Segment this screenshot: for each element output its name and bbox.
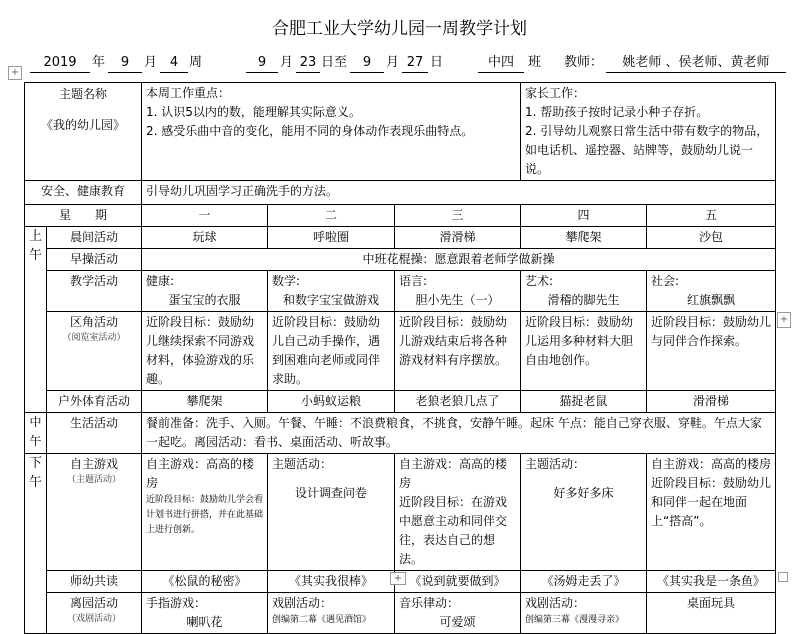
leave-title: 音乐律动： [399,596,460,610]
weekday-thu: 四 [521,205,647,227]
theme-name[interactable]: 《我的幼儿园》 [41,118,126,132]
safety-content[interactable]: 引导幼儿巩固学习正确洗手的方法。 [142,181,776,205]
year-label: 年 [92,55,106,70]
end-month-label: 月 [386,55,400,70]
theme-row [25,83,776,181]
morning-activity-cell[interactable]: 滑滑梯 [395,227,521,249]
teaching-cell[interactable] [142,271,268,312]
area-label: 区角活动 [70,315,119,329]
class-name-value[interactable]: 中四 [478,54,524,73]
add-row-button[interactable]: + [390,572,406,585]
end-day-value[interactable]: 27 [402,54,428,73]
weekday-fri: 五 [647,205,776,227]
free-play-cell[interactable] [268,454,395,571]
parent-work-item: 1. 帮助孩子按时记录小种子存折。 [525,105,709,119]
weekday-mon: 一 [142,205,268,227]
life-row [25,413,776,454]
plan-header [0,52,799,76]
free-play-sublabel: （主题活动） [67,475,122,485]
teaching-topic: 蛋宝宝的衣服 [168,293,241,307]
shared-reading-cell[interactable]: 《其实我是一条鱼》 [647,571,776,593]
safety-row [25,181,776,205]
teaching-subject: 健康: [146,274,175,288]
theme-cell [25,83,142,181]
shared-reading-label: 师幼共读 [47,571,142,593]
free-play-title: 主题活动： [525,457,586,471]
free-play-cell[interactable] [647,454,776,571]
table-resize-handle[interactable] [778,572,788,582]
leave-cell[interactable] [142,593,268,634]
outdoor-cell[interactable]: 老狼老狼几点了 [395,391,521,413]
weekday-header-row [25,205,776,227]
add-column-button[interactable]: + [777,312,791,328]
leave-cell[interactable] [521,593,647,634]
area-row [25,312,776,391]
leave-sublabel: （戏剧活动） [67,614,122,624]
week-value[interactable]: 4 [160,54,188,73]
leave-label-cell [47,593,142,634]
work-focus-title: 本周工作重点： [146,86,231,100]
outdoor-cell[interactable]: 攀爬架 [142,391,268,413]
year-value[interactable]: 2019 [30,54,90,73]
morning-activity-cell[interactable]: 攀爬架 [521,227,647,249]
teaching-topic: 和数字宝宝做游戏 [283,293,380,307]
teaching-row [25,271,776,312]
teachers-value[interactable]: 姚老师 、侯老师、黄老师 [606,54,786,73]
shared-reading-cell[interactable]: 《松鼠的秘密》 [142,571,268,593]
outdoor-cell[interactable]: 滑滑梯 [647,391,776,413]
outdoor-cell[interactable]: 猫捉老鼠 [521,391,647,413]
page-title: 合肥工业大学幼儿园一周教学计划 [272,19,527,39]
end-day-label: 日 [430,55,444,70]
free-play-title: 主题活动： [272,457,333,471]
morning-activity-row [25,227,776,249]
work-focus-item: 2. 感受乐曲中音的变化，能用不同的身体动作表现乐曲特点。 [146,124,474,138]
free-play-title: 自主游戏：高高的楼房 [651,457,772,471]
free-play-body: 设计调查问卷 [295,486,368,500]
end-month-value[interactable]: 9 [350,54,384,73]
weekday-header-label: 星 期 [25,205,142,227]
free-play-body: 近阶段目标：鼓励幼儿和同伴一起在地面上“搭高”。 [651,476,772,528]
month-value[interactable]: 9 [108,54,142,73]
leave-body: 喇叭花 [186,615,223,629]
free-play-label-cell [47,454,142,571]
noon-section-label: 中午 [25,413,47,454]
start-month-label: 月 [280,55,294,70]
theme-label: 主题名称 [59,87,108,101]
start-day-label: 日至 [321,55,348,70]
morning-activity-label: 晨间活动 [47,227,142,249]
start-month-value[interactable]: 9 [246,54,278,73]
area-cell[interactable]: 近阶段目标：鼓励幼儿游戏结束后将各种游戏材料有序摆放。 [395,312,521,391]
leave-body: 可爱颂 [439,615,476,629]
parent-work-item: 2. 引导幼儿观察日常生活中带有数字的物品，如电话机、遥控器、站牌等，鼓励幼儿说一说。 [525,124,769,176]
teaching-cell[interactable] [395,271,521,312]
leave-cell[interactable] [268,593,395,634]
weekday-tue: 二 [268,205,395,227]
area-label-cell [47,312,142,391]
free-play-cell[interactable] [395,454,521,571]
teaching-cell[interactable] [268,271,395,312]
table-move-handle-icon[interactable]: + [8,66,22,80]
leave-note: 创编第二幕《遇见酒馆》 [272,615,372,625]
area-cell[interactable]: 近阶段目标：鼓励幼儿与同伴合作探索。 [647,312,776,391]
morning-section-label: 上午 [25,227,47,413]
parent-work-cell[interactable] [521,83,776,181]
teachers-label: 教师： [564,55,604,70]
teaching-topic: 滑稽的脚先生 [547,293,620,307]
teaching-subject: 数学: [272,274,301,288]
teaching-cell[interactable] [521,271,647,312]
leave-title: 戏剧活动： [525,596,586,610]
free-play-body: 近阶段目标：鼓励幼儿学会看计划书进行拼搭，并在此基础上进行创新。 [146,495,264,535]
start-day-value[interactable]: 23 [296,54,320,73]
morning-activity-cell[interactable]: 呼啦圈 [268,227,395,249]
leave-label: 离园活动 [70,596,119,610]
afternoon-section-label: 下午 [25,454,47,634]
weekly-plan-table [24,82,776,634]
free-play-cell[interactable] [521,454,647,571]
shared-reading-cell[interactable]: 《其实我很棒》 [268,571,395,593]
leave-title: 戏剧活动： [272,596,333,610]
week-label: 周 [189,55,203,70]
morning-activity-cell[interactable]: 玩球 [142,227,268,249]
shared-reading-cell[interactable]: 《说到就要做到》 [395,571,521,593]
exercise-content[interactable]: 中班花棍操：愿意跟着老师学做新操 [142,249,776,271]
exercise-label: 早操活动 [47,249,142,271]
free-play-body: 好多好多床 [553,486,614,500]
leave-cell[interactable]: 桌面玩具 [647,593,776,634]
teaching-topic: 红旗飘飘 [687,293,736,307]
weekday-wed: 三 [395,205,521,227]
teaching-subject: 社会: [651,274,680,288]
teaching-subject: 语言: [399,274,428,288]
outdoor-label: 户外体育活动 [47,391,142,413]
work-focus-item: 1. 认识5以内的数，能理解其实际意义。 [146,105,361,119]
free-play-title: 自主游戏：高高的楼房 [146,457,255,490]
exercise-row [25,249,776,271]
area-cell[interactable]: 近阶段目标：鼓励幼儿自己动手操作，遇到困难向老师或同伴求助。 [268,312,395,391]
morning-activity-cell[interactable]: 沙包 [647,227,776,249]
life-label: 生活活动 [47,413,142,454]
teaching-subject: 艺术: [525,274,554,288]
leave-title: 手指游戏： [146,596,207,610]
free-play-body: 近阶段目标：在游戏中愿意主动和同伴交往，表达自己的想法。 [399,495,508,566]
area-cell[interactable]: 近阶段目标：鼓励幼儿继续探索不同游戏材料，体验游戏的乐趣。 [142,312,268,391]
leave-cell[interactable] [395,593,521,634]
leave-note: 创编第三幕《漫漫寻亲》 [525,615,625,625]
free-play-label: 自主游戏 [70,457,119,471]
class-label: 班 [528,55,542,70]
life-content[interactable]: 餐前准备：洗手、入厕。午餐、午睡：不浪费粮食，不挑食，安静午睡。起床 午点：能自己穿衣服、穿鞋。午点大家一起吃。离园活动：看书、桌面活动、听故事。 [142,413,776,454]
work-focus-cell[interactable] [142,83,521,181]
free-play-cell[interactable] [142,454,268,571]
teaching-cell[interactable] [647,271,776,312]
area-cell[interactable]: 近阶段目标：鼓励幼儿运用多种材料大胆自由地创作。 [521,312,647,391]
teaching-topic: 胆小先生（一） [415,293,500,307]
safety-label: 安全、健康教育 [25,181,142,205]
teaching-label: 教学活动 [47,271,142,312]
outdoor-row [25,391,776,413]
parent-work-title: 家长工作： [525,86,586,100]
shared-reading-cell[interactable]: 《汤姆走丢了》 [521,571,647,593]
leave-row [25,593,776,634]
outdoor-cell[interactable]: 小蚂蚁运粮 [268,391,395,413]
area-sublabel: （阅览室活动） [62,333,126,343]
free-play-title: 自主游戏：高高的楼房 [399,457,508,490]
month-label: 月 [144,55,158,70]
free-play-row [25,454,776,571]
